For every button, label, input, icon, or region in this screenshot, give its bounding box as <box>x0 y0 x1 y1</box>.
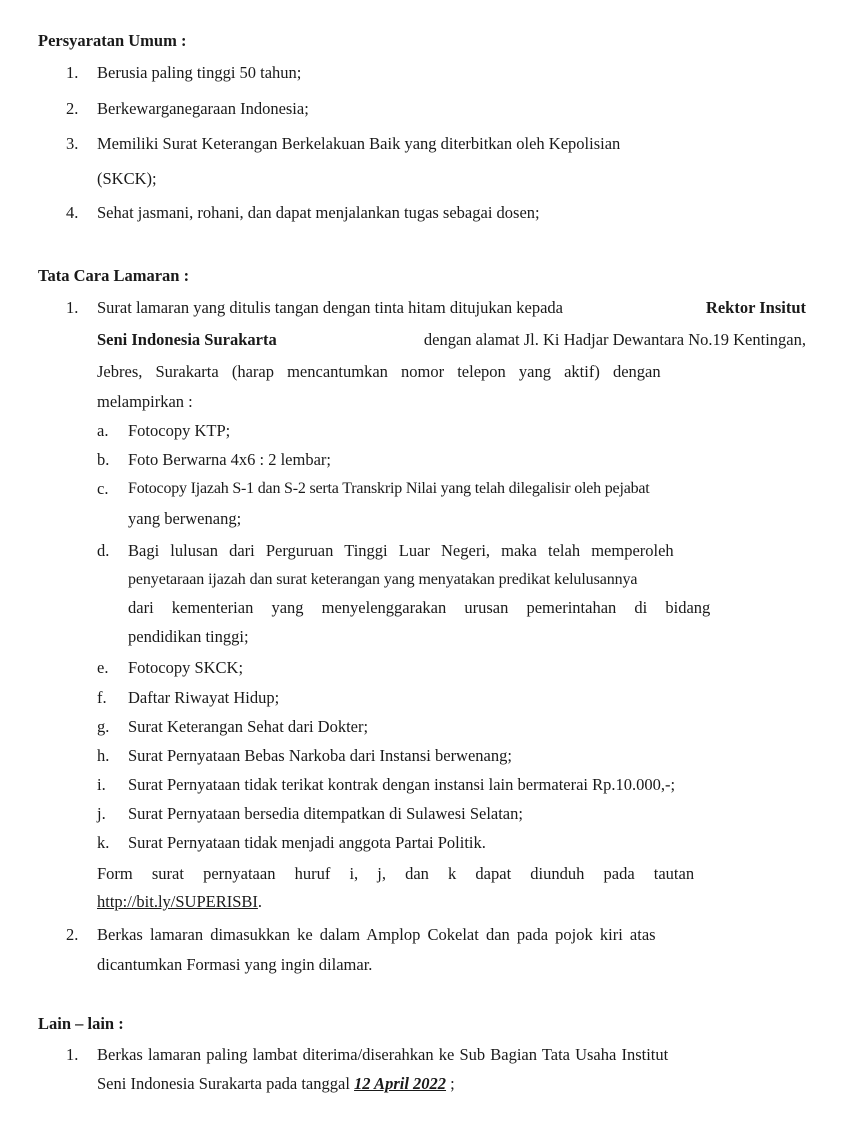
list-number: 2. <box>66 99 79 118</box>
list-letter: c. <box>97 479 109 498</box>
list-number: 1. <box>66 298 79 317</box>
list-item-text: Surat Pernyataan tidak terikat kontrak dengan instansi lain bermaterai Rp.10.000,-; <box>128 775 676 794</box>
paragraph-line <box>97 330 806 350</box>
list-number: 2. <box>66 925 79 944</box>
institution-name-bold: Seni Indonesia Surakarta <box>97 330 277 349</box>
deadline-date: 12 April 2022 <box>354 1074 447 1093</box>
paragraph-text: melampirkan : <box>97 392 193 411</box>
list-item-text: Memiliki Surat Keterangan Berkelakuan Baik yang diterbitkan oleh Kepolisian <box>97 134 621 153</box>
list-item-text: Fotocopy SKCK; <box>128 658 244 677</box>
list-number: 4. <box>66 203 79 222</box>
list-item-text: Fotocopy KTP; <box>128 421 231 440</box>
list-item-text: Surat Keterangan Sehat dari Dokter; <box>128 717 369 736</box>
list-item-text: pendidikan tinggi; <box>128 627 249 646</box>
list-item-text: Surat Pernyataan tidak menjadi anggota Partai Politik. <box>128 833 486 852</box>
list-letter: e. <box>97 658 109 677</box>
list-letter: b. <box>97 450 110 469</box>
list-item-text: Surat Pernyataan Bebas Narkoba dari Instansi berwenang; <box>128 746 512 765</box>
list-number: 1. <box>66 63 79 82</box>
paragraph-line <box>97 1074 455 1094</box>
paragraph-text: Seni Indonesia Surakarta pada tanggal <box>97 1074 350 1093</box>
list-item-text: Daftar Riwayat Hidup; <box>128 688 280 707</box>
list-letter: d. <box>97 541 110 560</box>
section-title-other: Lain – lain : <box>38 1014 124 1033</box>
form-note-line <box>97 892 262 912</box>
section-title-procedure: Tata Cara Lamaran : <box>38 266 190 285</box>
list-item-text: Bagi lulusan dari Perguruan Tinggi Luar Negeri, maka telah memperoleh <box>128 541 674 560</box>
list-letter: h. <box>97 746 110 765</box>
form-note-text: Form surat pernyataan huruf i, j, dan k dapat diunduh pada tautan <box>97 864 695 883</box>
paragraph-text: dicantumkan Formasi yang ingin dilamar. <box>97 955 373 974</box>
paragraph-text: Berkas lamaran paling lambat diterima/diserahkan ke Sub Bagian Tata Usaha Institut <box>97 1045 669 1064</box>
list-item-text: dari kementerian yang menyelenggarakan urusan pemerintahan di bidang <box>128 598 711 617</box>
list-number: 3. <box>66 134 79 153</box>
list-letter: j. <box>97 804 106 823</box>
list-item-text: Surat Pernyataan bersedia ditempatkan di Sulawesi Selatan; <box>128 804 523 823</box>
list-item-text: Berkewarganegaraan Indonesia; <box>97 99 309 118</box>
paragraph-line <box>97 298 806 318</box>
list-item-text: penyetaraan ijazah dan surat keterangan yang menyatakan predikat kelulusannya <box>128 571 638 588</box>
list-letter: k. <box>97 833 110 852</box>
list-letter: i. <box>97 775 106 794</box>
list-letter: g. <box>97 717 110 736</box>
list-item-text: Fotocopy Ijazah S-1 dan S-2 serta Transkrip Nilai yang telah dilegalisir oleh pejabat <box>128 480 650 497</box>
list-item-text: Foto Berwarna 4x6 : 2 lembar; <box>128 450 331 469</box>
section-title-general: Persyaratan Umum : <box>38 31 187 50</box>
paragraph-text: Berkas lamaran dimasukkan ke dalam Amplop Cokelat dan pada pojok kiri atas <box>97 925 656 944</box>
list-item-text: Sehat jasmani, rohani, dan dapat menjalankan tugas sebagai dosen; <box>97 203 540 222</box>
paragraph-text: Surat lamaran yang ditulis tangan dengan tinta hitam ditujukan kepada <box>97 298 563 317</box>
list-item-text: yang berwenang; <box>128 509 242 528</box>
list-item-text: (SKCK); <box>97 169 157 188</box>
list-letter: f. <box>97 688 107 707</box>
paragraph-text: Jebres, Surakarta (harap mencantumkan nomor telepon yang aktif) dengan <box>97 362 661 381</box>
list-item-text: Berusia paling tinggi 50 tahun; <box>97 63 302 82</box>
list-number: 1. <box>66 1045 79 1064</box>
rector-name-bold: Rektor Insitut <box>705 298 806 317</box>
paragraph-text: dengan alamat Jl. Ki Hadjar Dewantara No.19 Kentingan, <box>423 330 806 349</box>
download-link[interactable]: http://bit.ly/SUPERISBI <box>97 892 258 911</box>
link-suffix: . <box>257 892 263 911</box>
list-letter: a. <box>97 421 109 440</box>
paragraph-text: ; <box>450 1074 455 1093</box>
